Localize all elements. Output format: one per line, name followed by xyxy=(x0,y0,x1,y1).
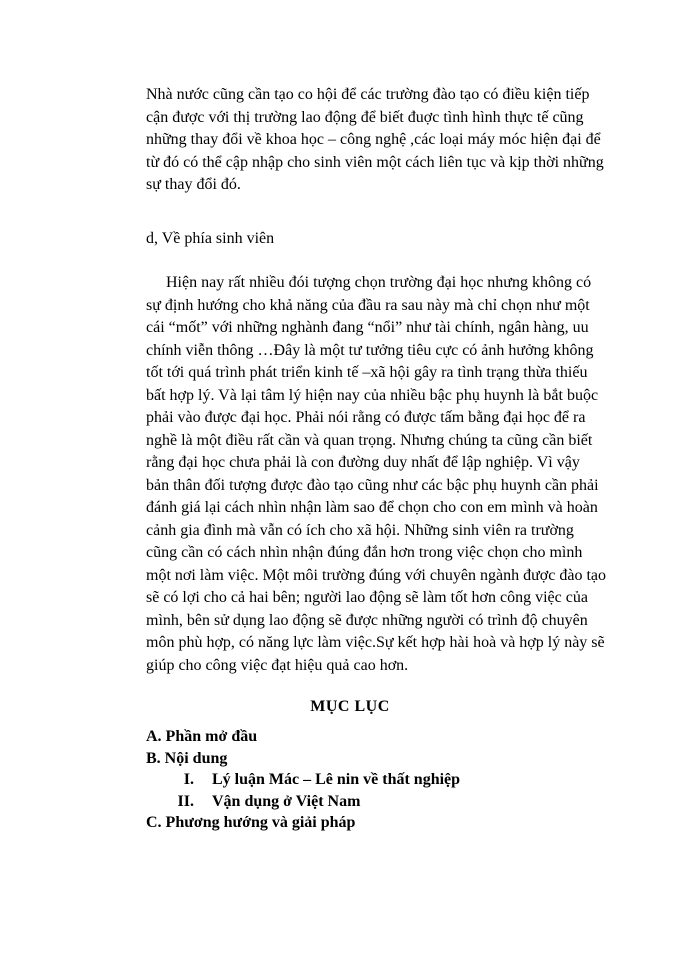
paragraph-state-role: Nhà nước cũng cần tạo co hội để các trường đào tạo có điều kiện tiếp cận được với thị trường lao động để biết đuợc tình hình thực tế cũng những thay đổi về khoa học – công nghệ ,các loại máy móc hiện đại để từ đó có thể cập nhập cho sinh viên một cách liên tục và kịp thời những sự thay đổi đó. xyxy=(146,86,604,193)
toc-subitem-2-number: II. xyxy=(177,792,194,810)
paragraph-students: Hiện nay rất nhiều đói tượng chọn trường đại học nhưng không có sự định hướng cho khả năng của đầu ra sau này mà chỉ chọn như một cái “mốt” với những nghành đang “nổi” như tài chính, ngân hàng, uu chính viễn thông …Đây là một tư tưởng tiêu cực có ảnh hưởng không tốt tới quá trình phát triển kinh tế –xã hội gây ra tình trạng thừa thiếu bất hợp lý. Và lại tâm lý hiện nay của nhiều bậc phụ huynh là bắt buộc phải vào được đại học. Phải nói rằng có được tấm bằng đại học để ra nghề là một điều rất cần và quan trọng. Nhưng chúng ta cũng cần biết rằng đại học chưa phải là con đường duy nhất để lập nghiệp. Vì vậy bản thân đối tượng được đào tạo cũng như các bậc phụ huynh cần phải đánh giá lại cách nhìn nhận làm sao để chọn cho con em mình và hoàn cảnh gia đình mà vẫn có ích cho xã hội. Những sinh viên ra trường cũng cần có cách nhìn nhận đúng đắn hơn trong việc chọn cho mình một nơi làm việc. Một môi trường đúng với chuyên ngành được đào tạo sẽ có lợi cho cả hai bên; người lao động sẽ làm tốt hơn công việc của mình, bên sử dụng lao động sẽ được những người có trình độ chuyên môn phù hợp, có năng lực làm việc.Sự kết hợp hài hoà và hợp lý này sẽ giúp cho công việc đạt hiệu quả cao hơn. xyxy=(146,274,606,674)
toc-item-b: B. Nội dung xyxy=(146,749,228,767)
toc-subitem-1 xyxy=(146,769,460,791)
toc-subitem-1-label: Lý luận Mác – Lê nin về thất nghiệp xyxy=(212,771,461,788)
toc-item-a: A. Phần mở đầu xyxy=(146,728,258,745)
toc-subitem-1-number: I. xyxy=(183,771,194,788)
toc-item-c: C. Phương hướng và giải pháp xyxy=(146,814,356,831)
toc-title: MỤC LỤC xyxy=(310,698,390,715)
toc-subitem-2-label: Vận dụng ở Việt Nam xyxy=(212,792,361,810)
section-heading-students: d, Về phía sinh viên xyxy=(146,230,275,247)
toc-subitem-2 xyxy=(146,791,460,813)
table-of-contents xyxy=(146,726,460,834)
